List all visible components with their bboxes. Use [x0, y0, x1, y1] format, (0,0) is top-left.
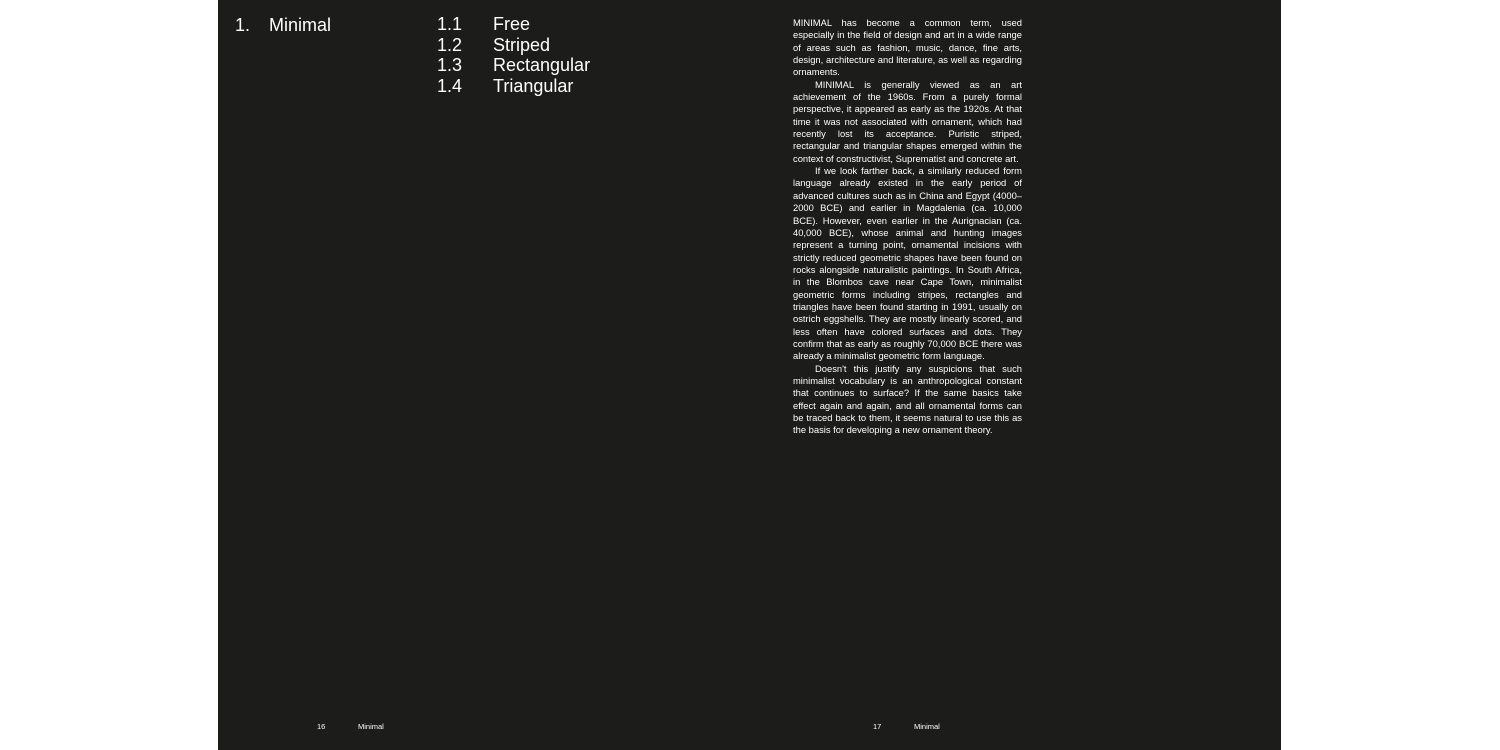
body-paragraph: Doesn't this justify any suspicions that such minimalist vocabulary is an anthropological constant that continues to surface? If the same basics take effect again and again, and all ornamental forms can be traced back to them, it seems natural to use this as the basis for developing a new ornament theory. [793, 362, 1022, 436]
toc-item-number: 1.1 [437, 14, 463, 34]
toc-item-label: Triangular [493, 76, 574, 97]
table-of-contents [437, 14, 590, 97]
toc-item-number: 1.2 [437, 34, 463, 55]
toc-item-rectangular [437, 55, 590, 76]
toc-item-label: Striped [493, 34, 551, 55]
body-text-column [793, 17, 1022, 437]
right-running-title: Minimal [914, 722, 940, 731]
body-paragraph: MINIMAL has become a common term, used especially in the field of design and art in a wide range of areas such as fashion, music, dance, fine arts, design, architecture and literature, as well as regarding ornaments. [793, 17, 1022, 78]
left-page-number: 16 [317, 722, 326, 731]
toc-item-free [437, 14, 590, 35]
toc-item-label: Rectangular [493, 55, 591, 76]
toc-item-label: Free [493, 14, 531, 34]
body-paragraph: If we look farther back, a similarly reduced form language already existed in the early period of advanced cultures such as in China and Egypt (4000–2000 BCE) and earlier in Magdalenia (ca. 10,000 BCE). However, even earlier in the Aurignacian (ca. 40,000 BCE), whose animal and hunting images represent a turning point, ornamental incisions with strictly reduced geometric shapes have been found on rocks alongside naturalistic paintings. In South Africa, in the Blombos cave near Cape Town, minimalist geometric forms including stripes, rectangles and triangles have been found starting in 1991, usually on ostrich eggshells. They are mostly linearly scored, and less often have colored surfaces and dots. They confirm that as early as roughly 70,000 BCE there was already a minimalist geometric form language. [793, 165, 1022, 362]
left-running-title: Minimal [358, 722, 384, 731]
book-spread [218, 0, 1281, 750]
right-page-number: 17 [873, 722, 882, 731]
chapter-title: Minimal [269, 15, 332, 35]
toc-item-triangular [437, 76, 590, 97]
toc-item-number: 1.3 [437, 55, 463, 76]
toc-item-striped [437, 35, 590, 56]
toc-item-number: 1.4 [437, 76, 463, 97]
body-paragraph: MINIMAL is generally viewed as an art achievement of the 1960s. From a purely formal perspective, it appeared as early as the 1920s. At that time it was not associated with ornament, which had recently lost its acceptance. Puristic striped, rectangular and triangular shapes emerged within the context of constructivist, Suprematist and concrete art. [793, 78, 1022, 164]
chapter-number: 1. [235, 15, 251, 35]
